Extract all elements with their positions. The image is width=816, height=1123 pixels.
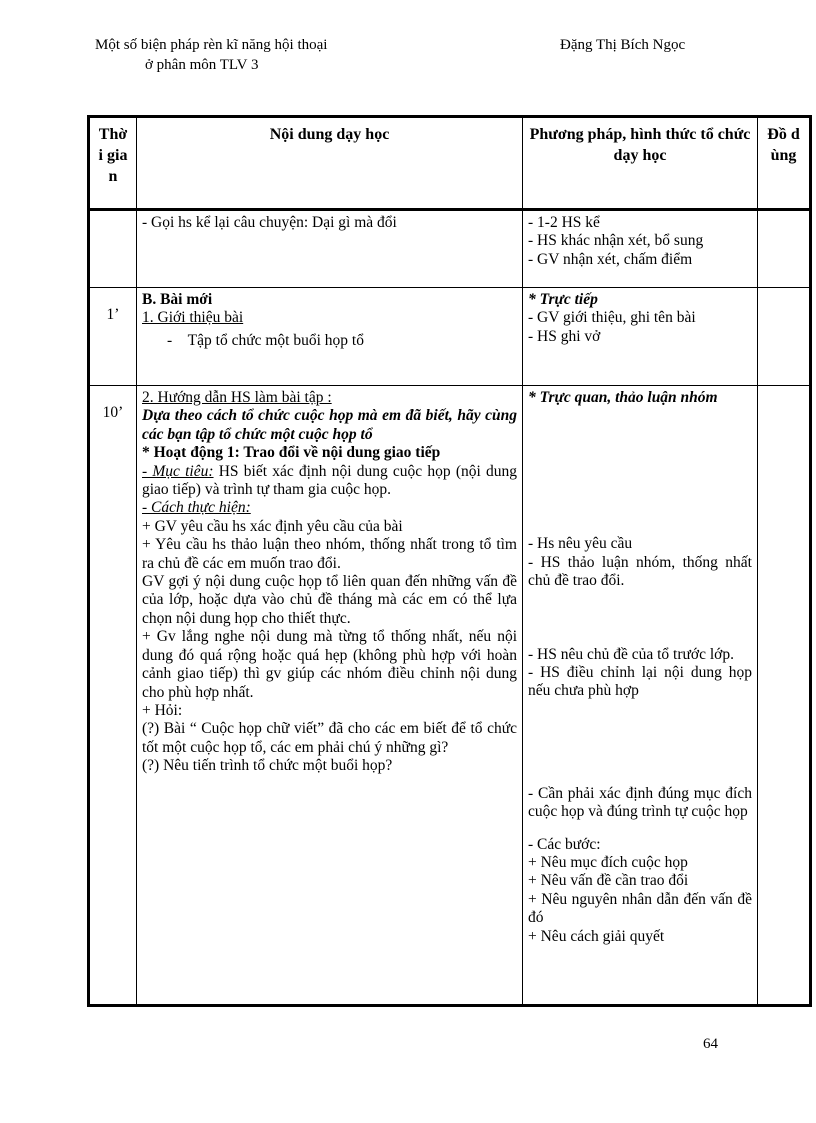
content-cell [137, 210, 523, 288]
task-statement: Dựa theo cách tổ chức cuộc họp mà em đã biết, hãy cùng các bạn tập tổ chức một cuộc họp tổ [142, 407, 517, 443]
howto-label: - Cách thực hiện: [142, 499, 251, 517]
method-heading: * Trực tiếp [528, 291, 598, 308]
lesson-plan-table [87, 115, 812, 1007]
time-cell: 10’ [89, 386, 137, 1006]
goal-paragraph [142, 463, 517, 500]
method-line: - Các bước: [528, 835, 601, 853]
content-cell [137, 386, 523, 1006]
step-line: (?) Nêu tiến trình tổ chức một buổi họp? [142, 757, 393, 775]
table-header-row [89, 117, 811, 210]
method-line: + Nêu vấn đề cần trao đổi [528, 872, 689, 890]
section-heading: B. Bài mới [142, 291, 213, 308]
method-line: - HS khác nhận xét, bổ sung [528, 232, 704, 250]
materials-cell [758, 210, 811, 288]
content-line: - Gọi hs kể lại câu chuyện: Dại gì mà đổi [142, 214, 397, 231]
method-heading: * Trực quan, thảo luận nhóm [528, 389, 718, 406]
col-header-time: Thờ i gia n [89, 117, 137, 210]
materials-cell [758, 386, 811, 1006]
method-line: - Cần phải xác định đúng mục đích cuộc họp và đúng trình tự cuộc họp [528, 784, 752, 821]
step-line: + Hỏi: [142, 701, 183, 719]
table-row [89, 288, 811, 386]
method-line: + Nêu nguyên nhân dẫn đến vấn đề đó [528, 890, 752, 927]
method-cell [523, 386, 758, 1006]
content-item-text: Tập tổ chức một buổi họp tổ [187, 331, 364, 349]
method-line: - GV nhận xét, chấm điểm [528, 250, 693, 268]
activity-heading: * Hoạt động 1: Trao đổi về nội dung giao tiếp [142, 444, 441, 462]
method-line: + Nêu mục đích cuộc họp [528, 854, 688, 872]
step-line: + GV yêu cầu hs xác định yêu cầu của bài [142, 517, 403, 535]
content-item: - Tập tổ chức một buổi họp tổ [167, 331, 364, 349]
method-line: - HS ghi vở [528, 327, 601, 345]
method-line: - HS điều chỉnh lại nội dung họp nếu chưa phù hợp [528, 664, 752, 700]
step-line: + Yêu cầu hs thảo luận theo nhóm, thống nhất trong tổ tìm ra chủ đề các em muốn trao đổi. [142, 536, 517, 572]
title-line-2: ở phân môn TLV 3 [145, 57, 259, 73]
time-cell: 1’ [89, 288, 137, 386]
step-line: GV gợi ý nội dung cuộc họp tổ liên quan đến những vấn đề của lớp, hoặc dựa vào chủ đề tháng mà các em có thể lựa chọn nội dung họp cho thiết thực. [142, 573, 517, 627]
col-header-content: Nội dung dạy học [137, 117, 523, 210]
table-row [89, 210, 811, 288]
time-cell [89, 210, 137, 288]
method-line: - HS thảo luận nhóm, thống nhất chủ đề trao đổi. [528, 553, 752, 590]
method-line: + Nêu cách giải quyết [528, 927, 665, 945]
subsection-heading: 1. Giới thiệu bài [142, 309, 244, 327]
method-cell [523, 210, 758, 288]
step-line: (?) Bài “ Cuộc họp chữ viết” đã cho các em biết để tổ chức tốt một cuộc họp tổ, các em phải chú ý những gì? [142, 720, 517, 756]
col-header-method: Phương pháp, hình thức tổ chức dạy học [523, 117, 758, 210]
title-line-1: Một số biện pháp rèn kĩ năng hội thoại [95, 37, 328, 53]
method-line: - HS nêu chủ đề của tổ trước lớp. [528, 645, 735, 663]
method-line: - GV giới thiệu, ghi tên bài [528, 309, 696, 327]
subsection-heading: 2. Hướng dẫn HS làm bài tập : [142, 389, 332, 406]
goal-text: HS biết xác định nội dung cuộc họp (nội dung giao tiếp) và trình tự tham gia cuộc họp. [142, 462, 518, 499]
author-name: Đặng Thị Bích Ngọc [560, 37, 686, 53]
method-cell [523, 288, 758, 386]
page-number: 64 [703, 1036, 718, 1052]
goal-label: - Mục tiêu: [142, 462, 214, 480]
method-line: - Hs nêu yêu cầu [528, 535, 633, 553]
materials-cell [758, 288, 811, 386]
method-line: - 1-2 HS kể [528, 214, 600, 231]
step-line: + Gv lắng nghe nội dung mà từng tổ thống nhất, nếu nội dung đó quá rộng hoặc quá hẹp (không phù hợp với hoàn cảnh giao tiếp) thì gv giúp các nhóm điều chỉnh nội dung cho phù hợp nhất. [142, 628, 517, 701]
col-header-materials: Đồ dùng [758, 117, 811, 210]
table-row [89, 386, 811, 1006]
content-cell [137, 288, 523, 386]
document-title [95, 35, 327, 75]
